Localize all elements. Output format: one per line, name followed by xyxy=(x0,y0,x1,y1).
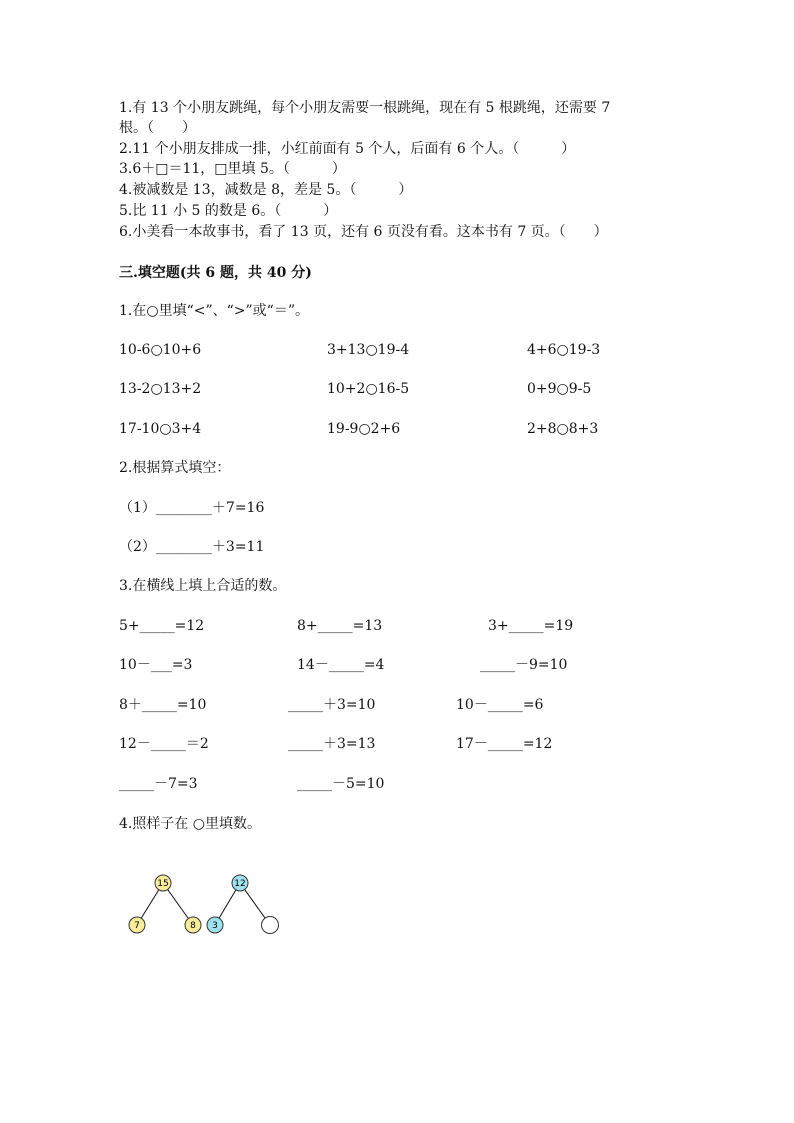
svg-text:12: 12 xyxy=(234,879,246,889)
tree2-left-node xyxy=(207,917,223,933)
q1-cell: 17-10○3+4 xyxy=(119,421,202,437)
judgement-q1-line1: 1.有 13 个小朋友跳绳，每个小朋友需要一根跳绳，现在有 5 根跳绳，还需要 7 xyxy=(119,100,611,116)
tree2-right-node-blank[interactable] xyxy=(262,917,279,934)
q1-cell: 0+9○9-5 xyxy=(527,381,592,397)
tree1-right-node xyxy=(185,917,201,933)
q3-cell: _____－9=10 xyxy=(480,657,568,673)
number-bond-svg xyxy=(120,868,300,943)
q3-cell: _____－5=10 xyxy=(297,776,385,792)
q1-cell: 2+8○8+3 xyxy=(527,421,599,437)
svg-text:8: 8 xyxy=(190,921,196,931)
q3-title: 3.在横线上填上合适的数。 xyxy=(119,578,287,594)
q1-cell: 10+2○16-5 xyxy=(327,381,410,397)
svg-text:3: 3 xyxy=(212,921,218,931)
q3-cell: 3+_____=19 xyxy=(488,618,574,634)
q1-cell: 3+13○19-4 xyxy=(327,342,410,358)
q3-cell: _____＋3=10 xyxy=(288,697,376,713)
q3-cell: 10－_____=6 xyxy=(456,697,544,713)
q3-cell: 14－_____=4 xyxy=(297,657,385,673)
q3-cell: _____－7=3 xyxy=(119,776,198,792)
judgement-q1-line2: 根。（ ） xyxy=(119,120,196,136)
tree1-top-node xyxy=(155,875,171,891)
judgement-q5: 5.比 11 小 5 的数是 6。（ ） xyxy=(119,203,338,219)
judgement-q6: 6.小美看一本故事书，看了 13 页，还有 6 页没有看。这本书有 7 页。（ ） xyxy=(119,224,608,240)
q2-item-2: （2）________＋3=11 xyxy=(119,539,265,555)
q4-title: 4.照样子在 ○里填数。 xyxy=(119,816,262,832)
q1-cell: 10-6○10+6 xyxy=(119,342,202,358)
q3-cell: 12－_____＝2 xyxy=(119,736,209,752)
q1-cell: 4+6○19-3 xyxy=(527,342,601,358)
svg-text:15: 15 xyxy=(157,879,169,889)
svg-text:7: 7 xyxy=(134,921,140,931)
q3-cell: 8＋_____=10 xyxy=(119,697,207,713)
tree1-left-node xyxy=(129,917,145,933)
q3-cell: 10－___=3 xyxy=(119,657,193,673)
q2-title: 2.根据算式填空： xyxy=(119,460,231,476)
q3-cell: 17－_____=12 xyxy=(456,736,553,752)
q1-cell: 19-9○2+6 xyxy=(327,421,401,437)
judgement-q2: 2.11 个小朋友排成一排，小红前面有 5 个人，后面有 6 个人。（ ） xyxy=(119,141,576,157)
tree2-top-node xyxy=(232,875,248,891)
judgement-q4: 4.被减数是 13，减数是 8，差是 5。（ ） xyxy=(119,182,413,198)
q1-cell: 13-2○13+2 xyxy=(119,381,202,397)
section-title: 三.填空题(共 6 题，共 40 分) xyxy=(119,265,312,281)
q1-title: 1.在○里填“<”、“>”或“＝”。 xyxy=(119,303,309,319)
judgement-q3: 3.6＋□＝11，□里填 5。（ ） xyxy=(119,161,346,177)
q2-item-1: （1）________＋7=16 xyxy=(119,500,265,516)
q3-cell: _____＋3=13 xyxy=(288,736,376,752)
number-bond-diagram xyxy=(120,868,300,943)
q3-cell: 8+_____=13 xyxy=(297,618,383,634)
q3-cell: 5+_____=12 xyxy=(119,618,205,634)
